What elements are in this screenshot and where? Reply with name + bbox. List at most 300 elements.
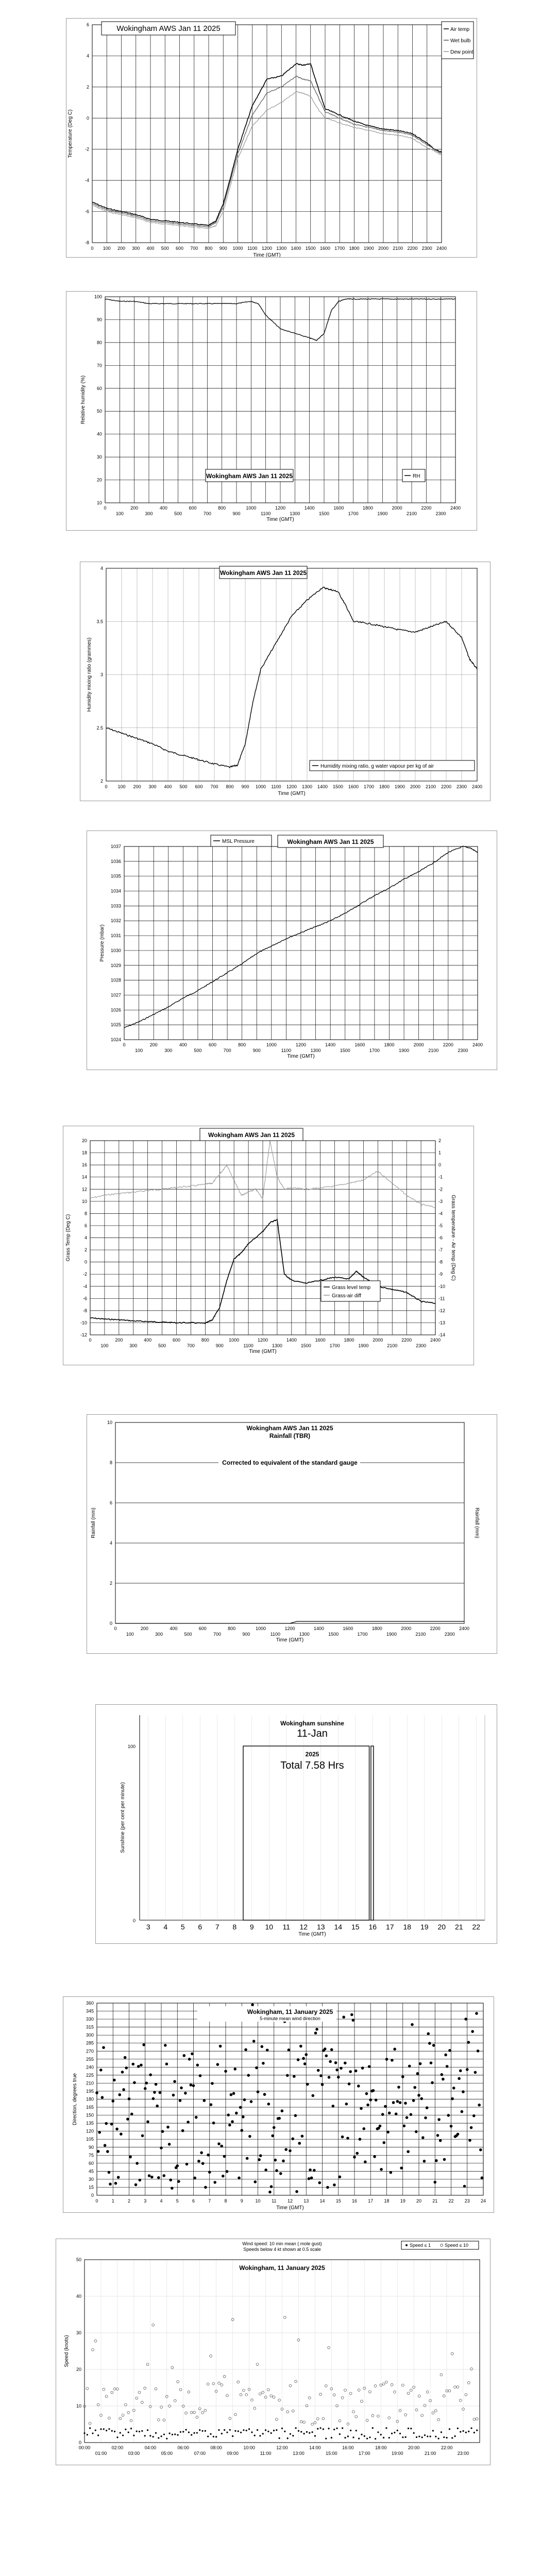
gust-marker bbox=[193, 2411, 196, 2414]
wind-direction-point bbox=[184, 2092, 187, 2095]
gust-marker bbox=[319, 2393, 322, 2396]
wind-direction-point bbox=[334, 2061, 337, 2064]
gust-marker bbox=[306, 2404, 308, 2407]
gust-marker bbox=[467, 2382, 470, 2384]
wind-direction-point bbox=[464, 2018, 467, 2021]
y-tick-label: -8 bbox=[82, 1308, 87, 1313]
wind-direction-point bbox=[252, 2040, 256, 2043]
x-tick-label: 18 bbox=[384, 2198, 390, 2204]
gust-marker bbox=[174, 2399, 176, 2402]
x-tick-label: 1700 bbox=[348, 511, 359, 516]
mean-marker bbox=[287, 2437, 289, 2439]
wind-direction-point bbox=[157, 2176, 160, 2179]
wind-direction-point bbox=[302, 2057, 305, 2060]
y-tick-label: 16 bbox=[81, 1162, 87, 1168]
mean-marker bbox=[410, 2428, 412, 2429]
wind-direction-point bbox=[117, 2176, 120, 2179]
x-axis-label: Time (GMT) bbox=[276, 2205, 304, 2211]
gust-marker bbox=[361, 2400, 363, 2402]
y-axis-label: Humidity mixing ratio (grammes) bbox=[87, 637, 92, 712]
rainfall-chart bbox=[87, 1415, 497, 1653]
x-tick-label: 8 bbox=[232, 1923, 237, 1931]
y-tick-label: 60 bbox=[88, 2160, 94, 2166]
x-axis-label: Time (GMT) bbox=[298, 1931, 326, 1937]
mean-marker bbox=[111, 2430, 113, 2432]
legend-swatch bbox=[405, 2244, 408, 2246]
series-line-rainfall bbox=[115, 1621, 464, 1623]
wind-direction-point bbox=[95, 2091, 98, 2094]
wind-direction-point bbox=[180, 2087, 183, 2090]
mean-marker bbox=[161, 2435, 162, 2437]
wind-direction-point bbox=[291, 2138, 294, 2141]
gust-marker bbox=[473, 2418, 476, 2421]
sunshine-bar bbox=[243, 1746, 369, 1920]
x-tick-label: 18:00 bbox=[375, 2445, 387, 2450]
gust-marker bbox=[366, 2419, 368, 2422]
x-tick-label: 2000 bbox=[401, 1626, 412, 1631]
gust-marker bbox=[122, 2414, 124, 2417]
mean-marker bbox=[391, 2433, 393, 2434]
mean-marker bbox=[418, 2436, 420, 2437]
x-tick-label: 2100 bbox=[428, 1048, 439, 1053]
y-right-tick-label: 1 bbox=[438, 1150, 442, 1156]
mean-marker bbox=[221, 2433, 223, 2434]
wind-direction-point bbox=[181, 2129, 184, 2132]
wind-direction-point bbox=[168, 2143, 171, 2146]
x-tick-label: 05:00 bbox=[161, 2451, 173, 2456]
mean-marker bbox=[325, 2438, 327, 2439]
x-tick-label: 16 bbox=[368, 1923, 377, 1931]
wind-direction-point bbox=[250, 2100, 253, 2103]
x-tick-label: 1900 bbox=[394, 784, 405, 789]
x-tick-label: 600 bbox=[208, 1042, 217, 1047]
mean-marker bbox=[372, 2427, 374, 2429]
wind-direction-point bbox=[459, 2070, 462, 2073]
wind-direction-point bbox=[212, 2122, 215, 2125]
wind-direction-point bbox=[380, 2168, 383, 2171]
y-tick-label: 4 bbox=[109, 1540, 112, 1546]
x-tick-label: 1400 bbox=[325, 1042, 336, 1047]
mean-marker bbox=[177, 2434, 178, 2436]
x-tick-label: 12 bbox=[299, 1923, 308, 1931]
wind-direction-point bbox=[393, 2048, 396, 2051]
gust-marker bbox=[369, 2391, 371, 2393]
wind-direction-point bbox=[246, 2157, 249, 2160]
x-tick-label: 14 bbox=[319, 2198, 325, 2204]
mean-marker bbox=[454, 2435, 455, 2437]
gust-marker bbox=[262, 2391, 264, 2394]
x-tick-label: 100 bbox=[103, 246, 111, 251]
mean-marker bbox=[257, 2429, 258, 2431]
wind-direction-point bbox=[416, 2072, 419, 2075]
x-tick-label: 2100 bbox=[425, 784, 436, 789]
wind-direction-point bbox=[356, 2152, 359, 2155]
mean-marker bbox=[106, 2430, 107, 2431]
gust-marker bbox=[218, 2382, 221, 2384]
wind-direction-point bbox=[477, 2049, 480, 2053]
wind-direction-point bbox=[364, 2160, 367, 2163]
mean-marker bbox=[276, 2429, 277, 2431]
x-tick-label: 200 bbox=[117, 246, 126, 251]
x-tick-label: 600 bbox=[198, 1626, 207, 1631]
wind-direction-point bbox=[213, 2181, 216, 2184]
y-axis-label: Sunshine (per cent per minute) bbox=[120, 1782, 126, 1853]
x-tick-label: 1300 bbox=[272, 1343, 282, 1348]
wind-direction-point bbox=[124, 2056, 127, 2059]
x-tick-label: 600 bbox=[175, 246, 184, 251]
x-tick-label: 2200 bbox=[441, 784, 452, 789]
gust-marker bbox=[404, 2414, 407, 2416]
x-tick-label: 400 bbox=[170, 1626, 178, 1631]
mean-marker bbox=[394, 2432, 395, 2433]
legend-entry: MSL Pressure bbox=[222, 839, 255, 844]
gust-marker bbox=[146, 2363, 149, 2366]
gust-marker bbox=[144, 2387, 146, 2389]
wind-direction-point bbox=[328, 2076, 331, 2079]
gust-marker bbox=[243, 2389, 245, 2392]
x-tick-label: 1900 bbox=[363, 246, 374, 251]
x-tick-label: 2400 bbox=[471, 784, 483, 789]
x-tick-label: 1100 bbox=[271, 784, 281, 789]
wind-direction-point bbox=[238, 2176, 241, 2179]
x-axis-label: Time (GMT) bbox=[276, 1637, 304, 1643]
wind-direction-point bbox=[200, 2151, 203, 2155]
x-tick-label: 1100 bbox=[270, 1632, 280, 1637]
wind-direction-point bbox=[392, 2101, 395, 2104]
mean-marker bbox=[128, 2431, 129, 2433]
chart-total: Total 7.58 Hrs bbox=[280, 1760, 344, 1771]
x-tick-label: 1500 bbox=[340, 1048, 350, 1053]
wind-direction-point bbox=[329, 2060, 332, 2063]
gust-marker bbox=[157, 2418, 160, 2421]
y-tick-label: 2 bbox=[100, 778, 103, 784]
x-tick-label: 04:00 bbox=[144, 2445, 157, 2450]
y-tick-label: 20 bbox=[96, 477, 102, 483]
mean-marker bbox=[108, 2428, 110, 2430]
mean-marker bbox=[443, 2436, 445, 2438]
mean-marker bbox=[383, 2437, 384, 2438]
x-tick-label: 2000 bbox=[373, 1337, 383, 1343]
wind-direction-point bbox=[309, 2168, 312, 2172]
wind-direction-point bbox=[193, 2177, 196, 2180]
wind-direction-point bbox=[318, 2181, 321, 2184]
gust-marker bbox=[155, 2387, 157, 2390]
x-tick-label: 500 bbox=[158, 1343, 166, 1348]
wind-direction-point bbox=[211, 2082, 214, 2085]
x-tick-label: 9 bbox=[249, 1923, 254, 1931]
gust-marker bbox=[303, 2421, 306, 2424]
y-tick-label: 210 bbox=[86, 2080, 94, 2086]
x-tick-label: 0 bbox=[105, 784, 108, 789]
wind-direction-point bbox=[339, 2176, 342, 2179]
x-tick-label: 800 bbox=[226, 784, 234, 789]
wind-direction-point bbox=[395, 2112, 398, 2115]
x-tick-label: 1000 bbox=[246, 505, 257, 511]
wind-direction-point bbox=[388, 2112, 391, 2115]
mean-marker bbox=[451, 2437, 453, 2438]
chart-subtitle: 11-Jan bbox=[297, 1728, 328, 1739]
x-tick-label: 2400 bbox=[436, 246, 447, 251]
y-tick-label: 4 bbox=[86, 53, 89, 59]
x-tick-label: 24 bbox=[480, 2198, 486, 2204]
chart-title: Wokingham AWS Jan 11 2025 bbox=[246, 1425, 333, 1432]
x-tick-label: 1100 bbox=[247, 246, 258, 251]
wind-direction-point bbox=[424, 2116, 427, 2120]
x-tick-label: 21 bbox=[432, 2198, 438, 2204]
y-tick-label: 165 bbox=[86, 2105, 94, 2110]
y-tick-label: 1033 bbox=[110, 903, 121, 909]
x-tick-label: 7 bbox=[208, 2198, 211, 2204]
y-tick-label: 1031 bbox=[110, 933, 121, 939]
wind-direction-point bbox=[156, 2105, 159, 2108]
wind-direction-point bbox=[121, 2071, 124, 2074]
gust-marker bbox=[237, 2381, 240, 2383]
x-tick-label: 2400 bbox=[450, 505, 461, 511]
wind-direction-point bbox=[176, 2164, 179, 2167]
wind-direction-point bbox=[264, 2168, 267, 2172]
x-tick-label: 300 bbox=[164, 1048, 173, 1053]
wind-direction-point bbox=[162, 2174, 165, 2177]
wind-direction-point bbox=[210, 2103, 213, 2106]
x-tick-label: 19 bbox=[400, 2198, 405, 2204]
mean-marker bbox=[182, 2431, 184, 2432]
chart-title: Wokingham sunshine bbox=[280, 1720, 344, 1727]
gust-marker bbox=[141, 2401, 143, 2404]
x-tick-label: 2300 bbox=[456, 784, 467, 789]
y-right-tick-label: -9 bbox=[438, 1272, 443, 1277]
x-tick-label: 20 bbox=[437, 1923, 446, 1931]
y-tick-label: 1029 bbox=[110, 962, 121, 968]
wind-direction-point bbox=[452, 2087, 455, 2090]
wind-direction-point bbox=[447, 2114, 450, 2117]
wind-direction-point bbox=[433, 2181, 436, 2184]
x-tick-label: 2 bbox=[127, 2198, 131, 2204]
chart-title: Wokingham AWS Jan 11 2025 bbox=[116, 24, 221, 33]
wind-direction-point bbox=[415, 2130, 418, 2133]
wind-direction-point bbox=[196, 2064, 199, 2067]
x-tick-label: 1000 bbox=[266, 1042, 277, 1047]
x-tick-label: 00:00 bbox=[78, 2445, 91, 2450]
y-tick-label: 360 bbox=[86, 2001, 94, 2006]
wind-direction-point bbox=[199, 2074, 202, 2077]
x-tick-label: 17 bbox=[368, 2198, 374, 2204]
mean-marker bbox=[210, 2433, 211, 2435]
wind-direction-point bbox=[337, 2076, 340, 2079]
wind-direction-point bbox=[478, 2104, 481, 2107]
mean-marker bbox=[83, 2432, 85, 2434]
wind-direction-point bbox=[298, 2142, 301, 2145]
wind-direction-point bbox=[360, 2107, 363, 2110]
y-tick-label: 10 bbox=[96, 500, 102, 505]
wind-direction-point bbox=[262, 2062, 265, 2065]
gust-marker bbox=[212, 2382, 215, 2385]
wind-direction-point bbox=[450, 2125, 453, 2128]
wind-direction-point bbox=[108, 2171, 111, 2174]
mean-marker bbox=[421, 2436, 423, 2438]
wind-direction-point bbox=[368, 2065, 371, 2068]
wind-direction-point bbox=[332, 2105, 335, 2108]
x-tick-label: 1700 bbox=[363, 784, 375, 789]
mean-marker bbox=[457, 2428, 459, 2429]
x-tick-label: 1800 bbox=[371, 1626, 382, 1631]
x-tick-label: 700 bbox=[203, 511, 211, 516]
y-tick-label: 45 bbox=[88, 2168, 94, 2174]
x-tick-label: 4 bbox=[163, 1923, 168, 1931]
x-tick-label: 02:00 bbox=[111, 2445, 124, 2450]
y-right-tick-label: -2 bbox=[438, 1187, 443, 1192]
gust-marker bbox=[401, 2384, 404, 2386]
gust-marker bbox=[221, 2384, 223, 2386]
x-tick-label: 400 bbox=[146, 246, 155, 251]
x-tick-label: 22 bbox=[472, 1923, 481, 1931]
x-tick-label: 500 bbox=[179, 784, 188, 789]
legend-entry: Speed ≤ 1 bbox=[410, 2243, 431, 2248]
gust-marker bbox=[421, 2414, 424, 2417]
gust-marker bbox=[97, 2403, 99, 2406]
x-tick-label: 1500 bbox=[305, 246, 316, 251]
mean-marker bbox=[120, 2432, 121, 2434]
x-tick-label: 12:00 bbox=[276, 2445, 288, 2450]
x-tick-label: 1300 bbox=[301, 784, 313, 789]
grid-lines bbox=[97, 2003, 483, 2195]
mean-marker bbox=[240, 2432, 242, 2433]
wind-direction-point bbox=[261, 2045, 264, 2048]
x-tick-label: 1000 bbox=[232, 246, 243, 251]
y-tick-label: 0 bbox=[109, 1621, 112, 1626]
gust-marker bbox=[223, 2375, 226, 2378]
wind-direction-point bbox=[463, 2185, 466, 2188]
gust-marker bbox=[196, 2416, 198, 2418]
wind-direction-point bbox=[177, 2180, 180, 2183]
y-right-tick-label: -6 bbox=[438, 1235, 443, 1241]
x-tick-label: 600 bbox=[195, 784, 203, 789]
y-tick-label: -10 bbox=[80, 1320, 87, 1326]
x-tick-label: 900 bbox=[232, 511, 241, 516]
x-tick-label: 1300 bbox=[310, 1048, 321, 1053]
wind-direction-point bbox=[421, 2136, 425, 2139]
y-tick-label: 1027 bbox=[110, 992, 121, 998]
wind-direction-point bbox=[430, 2061, 433, 2064]
sunshine-bar bbox=[371, 1746, 374, 1920]
mean-marker bbox=[238, 2430, 239, 2432]
x-tick-label: 800 bbox=[205, 246, 213, 251]
wind-direction-point bbox=[137, 2065, 140, 2068]
wind-direction-point bbox=[372, 2089, 375, 2092]
wind-direction-point bbox=[266, 2048, 269, 2052]
y-tick-label: -12 bbox=[80, 1332, 87, 1337]
x-tick-label: 1300 bbox=[290, 511, 300, 516]
chart-header-2: Speeds below 4 kt shown at 0.5 scale bbox=[243, 2247, 321, 2252]
y-tick-label: 345 bbox=[86, 2008, 94, 2014]
mean-marker bbox=[369, 2436, 370, 2438]
wind-direction-point bbox=[311, 2094, 314, 2097]
mean-marker bbox=[331, 2437, 332, 2438]
gust-marker bbox=[333, 2394, 335, 2396]
sunshine-chart bbox=[96, 1705, 497, 1943]
wind-direction-point bbox=[427, 2032, 430, 2036]
wind-direction-point bbox=[223, 2155, 226, 2158]
mean-marker bbox=[449, 2428, 450, 2430]
x-tick-label: 1400 bbox=[286, 1337, 297, 1343]
gust-marker bbox=[457, 2386, 459, 2388]
wind-direction-point bbox=[442, 2078, 445, 2081]
wind-direction-point bbox=[129, 2156, 132, 2159]
x-tick-label: 100 bbox=[126, 1632, 134, 1637]
mean-marker bbox=[295, 2427, 297, 2429]
wind-direction-point bbox=[153, 2091, 156, 2094]
y-tick-label: 105 bbox=[86, 2137, 94, 2142]
wind-direction-point bbox=[247, 2074, 250, 2077]
wind-direction-point bbox=[381, 2113, 384, 2116]
y-right-axis-label: Grass temperature - Air temp (Deg C) bbox=[450, 1195, 456, 1281]
wind-direction-point bbox=[258, 2158, 261, 2161]
wind-direction-point bbox=[423, 2160, 426, 2163]
x-tick-label: 300 bbox=[132, 246, 140, 251]
y-right-tick-label: -5 bbox=[438, 1223, 443, 1228]
x-tick-label: 1500 bbox=[328, 1632, 339, 1637]
x-tick-label: 2400 bbox=[459, 1626, 470, 1631]
y-tick-label: 1026 bbox=[110, 1007, 121, 1013]
wind-direction-point bbox=[282, 2160, 285, 2163]
y-tick-label: 1025 bbox=[110, 1022, 121, 1028]
wind-direction-point bbox=[461, 2110, 464, 2113]
wind-direction-point bbox=[233, 2067, 236, 2071]
x-tick-label: 2200 bbox=[407, 246, 418, 251]
wind-direction-point bbox=[179, 2099, 182, 2102]
y-right-tick-label: -1 bbox=[438, 1174, 443, 1180]
x-tick-label: 0 bbox=[123, 1042, 126, 1047]
gust-marker bbox=[267, 2388, 269, 2391]
x-tick-label: 5 bbox=[180, 1923, 185, 1931]
gust-marker bbox=[424, 2404, 426, 2407]
x-tick-label: 1800 bbox=[344, 1337, 354, 1343]
wind-direction-point bbox=[166, 2126, 170, 2129]
wind-direction-point bbox=[366, 2104, 369, 2107]
wind-speed-chart-panel bbox=[56, 2239, 491, 2465]
gust-marker bbox=[251, 2399, 253, 2401]
wind-direction-point bbox=[472, 2114, 476, 2117]
y-tick-label: 30 bbox=[76, 2330, 81, 2335]
wind-direction-point bbox=[207, 2154, 210, 2157]
wind-direction-point bbox=[164, 2044, 167, 2047]
wind-direction-point bbox=[150, 2176, 154, 2179]
y-tick-label: 120 bbox=[86, 2128, 94, 2134]
gust-marker bbox=[119, 2417, 122, 2420]
gust-marker bbox=[418, 2395, 420, 2397]
mean-marker bbox=[265, 2429, 266, 2431]
x-tick-label: 1600 bbox=[354, 1042, 365, 1047]
wind-direction-point bbox=[244, 2048, 247, 2052]
y-tick-label: 6 bbox=[84, 1223, 87, 1228]
wind-direction-point bbox=[165, 2062, 168, 2065]
mean-marker bbox=[87, 2434, 88, 2435]
chart-subtitle: 5-minute mean wind direction bbox=[260, 2016, 320, 2021]
wind-direction-point bbox=[294, 2114, 297, 2117]
wind-direction-point bbox=[353, 2156, 356, 2159]
y-axis-label: Grass Temp (Deg C) bbox=[65, 1214, 71, 1262]
gust-marker bbox=[89, 2422, 91, 2425]
wind-direction-point bbox=[342, 2015, 345, 2019]
wind-direction-point bbox=[275, 2169, 278, 2172]
wind-direction-point bbox=[185, 2163, 189, 2166]
x-tick-label: 11 bbox=[282, 1923, 291, 1931]
x-tick-label: 700 bbox=[223, 1048, 231, 1053]
x-tick-label: 06:00 bbox=[177, 2445, 190, 2450]
y-tick-label: -4 bbox=[82, 1283, 87, 1289]
gust-marker bbox=[434, 2410, 437, 2412]
gust-marker bbox=[391, 2383, 393, 2386]
mean-marker bbox=[114, 2431, 115, 2432]
